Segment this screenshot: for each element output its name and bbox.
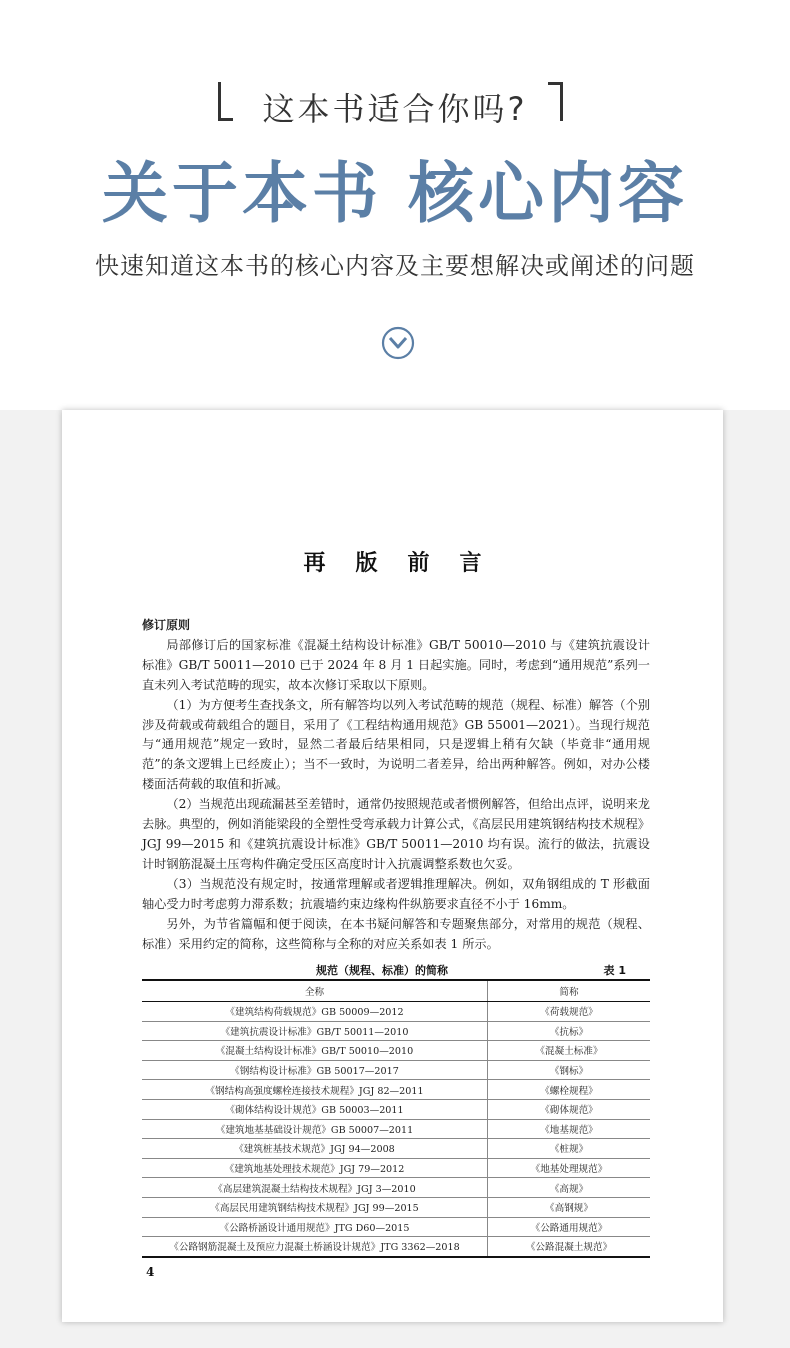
paragraph: 另外，为节省篇幅和便于阅读，在本书疑问解答和专题聚焦部分，对常用的规范（规程、标准）采用约定的简称，这些简称与全称的对应关系如表 1 所示。 bbox=[142, 916, 650, 951]
chevron-down-circle-icon bbox=[381, 326, 415, 360]
abbreviation-cell: 《钢标》 bbox=[488, 1060, 651, 1080]
right-bracket-decoration bbox=[548, 82, 563, 121]
header-description: 快速知道这本书的核心内容及主要想解决或阐述的问题 bbox=[95, 252, 695, 280]
abbreviation-cell: 《高规》 bbox=[488, 1178, 651, 1198]
book-page bbox=[62, 410, 723, 1322]
table-row bbox=[142, 1060, 650, 1080]
table-caption bbox=[142, 958, 650, 978]
abbreviation-cell: 《荷载规范》 bbox=[488, 1002, 651, 1022]
abbreviation-cell: 《高钢规》 bbox=[488, 1197, 651, 1217]
table-header-row bbox=[142, 980, 650, 1002]
full-name-cell: 《钢结构设计标准》GB 50017—2017 bbox=[142, 1060, 488, 1080]
table-row bbox=[142, 1021, 650, 1041]
full-name-cell: 《高层民用建筑钢结构技术规程》JGJ 99—2015 bbox=[142, 1197, 488, 1217]
full-name-cell: 《公路桥涵设计通用规范》JTG D60—2015 bbox=[142, 1217, 488, 1237]
full-name-cell: 《混凝土结构设计标准》GB/T 50010—2010 bbox=[142, 1041, 488, 1061]
full-name-cell: 《高层建筑混凝土结构技术规程》JGJ 3—2010 bbox=[142, 1178, 488, 1198]
full-name-cell: 《建筑结构荷载规范》GB 50009—2012 bbox=[142, 1002, 488, 1022]
table-row bbox=[142, 1197, 650, 1217]
page-title: 再版前言 bbox=[303, 550, 512, 576]
table-caption-text: 规范（规程、标准）的简称 bbox=[316, 964, 448, 977]
full-name-cell: 《建筑抗震设计标准》GB/T 50011—2010 bbox=[142, 1021, 488, 1041]
abbreviation-cell: 《公路通用规范》 bbox=[488, 1217, 651, 1237]
header-full-name: 全称 bbox=[142, 980, 488, 1002]
full-name-cell: 《钢结构高强度螺栓连接技术规程》JGJ 82—2011 bbox=[142, 1080, 488, 1100]
header-subtitle: 这本书适合你吗? bbox=[262, 90, 528, 128]
abbreviation-cell: 《地基处理规范》 bbox=[488, 1158, 651, 1178]
header-title bbox=[0, 140, 790, 235]
table-row bbox=[142, 1139, 650, 1159]
abbreviation-cell: 《混凝土标准》 bbox=[488, 1041, 651, 1061]
table-row bbox=[142, 1158, 650, 1178]
abbreviation-table bbox=[142, 979, 650, 1258]
page-number: 4 bbox=[146, 1265, 155, 1279]
header-title-part1: 关于本书 bbox=[102, 154, 382, 232]
paragraph: （3）当规范没有规定时，按通常理解或者逻辑推理解决。例如，双角钢组成的 T 形截面轴心受力时考虑剪力滞系数；抗震墙约束边缘构件纵筋要求直径不小于 16mm。 bbox=[142, 876, 650, 911]
paragraph: 局部修订后的国家标准《混凝土结构设计标准》GB/T 50010—2010 与《建筑抗震设计标准》GB/T 50011—2010 已于 2024 年 8 月 1 日起实施。同时，考虑到“通用规范”系列一直未列入考试范畴的现实，故本次修订采取以下原则。 bbox=[142, 637, 650, 692]
full-name-cell: 《建筑桩基技术规范》JGJ 94—2008 bbox=[142, 1139, 488, 1159]
header-title-part2: 核心内容 bbox=[408, 154, 688, 232]
table-row bbox=[142, 1237, 650, 1257]
table-row bbox=[142, 1041, 650, 1061]
table-row bbox=[142, 1080, 650, 1100]
table-row bbox=[142, 1119, 650, 1139]
abbreviation-cell: 《公路混凝土规范》 bbox=[488, 1237, 651, 1257]
table-row bbox=[142, 1099, 650, 1119]
abbreviation-cell: 《地基规范》 bbox=[488, 1119, 651, 1139]
table-row bbox=[142, 1217, 650, 1237]
paragraph: （1）为方便考生查找条文，所有解答均以列入考试范畴的规范（规程、标准）解答（个别涉及荷载或荷载组合的题目，采用了《工程结构通用规范》GB 55001—2021）。当现行规范与“通用规范”规定一致时，显然二者最后结果相同，只是逻辑上稍有欠缺（毕竟非“通用规范”的条文逻辑上已经废止）；当不一致时，为说明二者差异，给出两种解答。例如，对办公楼楼面活荷载的取值和折减。 bbox=[142, 697, 650, 792]
table-row bbox=[142, 1178, 650, 1198]
table-row bbox=[142, 1002, 650, 1022]
header-section bbox=[0, 0, 790, 410]
full-name-cell: 《砌体结构设计规范》GB 50003—2011 bbox=[142, 1099, 488, 1119]
full-name-cell: 《公路钢筋混凝土及预应力混凝土桥涵设计规范》JTG 3362—2018 bbox=[142, 1237, 488, 1257]
preface-body bbox=[142, 616, 650, 954]
full-name-cell: 《建筑地基处理技术规范》JGJ 79—2012 bbox=[142, 1158, 488, 1178]
abbreviation-cell: 《螺栓规程》 bbox=[488, 1080, 651, 1100]
paragraph: （2）当规范出现疏漏甚至差错时，通常仍按照规范或者惯例解答，但给出点评，说明来龙去脉。典型的，例如消能梁段的全塑性受弯承载力计算公式，《高层民用建筑钢结构技术规程》JGJ 99—2015 和《建筑抗震设计标准》GB/T 50011—2010 均有误。流行的做法，抗震设计时钢筋混凝土压弯构件确定受压区高度时计入抗震调整系数也欠妥。 bbox=[142, 797, 650, 871]
abbreviation-cell: 《桩规》 bbox=[488, 1139, 651, 1159]
abbreviation-cell: 《砌体规范》 bbox=[488, 1099, 651, 1119]
abbreviation-cell: 《抗标》 bbox=[488, 1021, 651, 1041]
full-name-cell: 《建筑地基基础设计规范》GB 50007—2011 bbox=[142, 1119, 488, 1139]
header-abbreviation: 简称 bbox=[488, 980, 651, 1002]
section-heading: 修订原则 bbox=[142, 618, 191, 632]
table-label: 表 1 bbox=[603, 964, 626, 977]
